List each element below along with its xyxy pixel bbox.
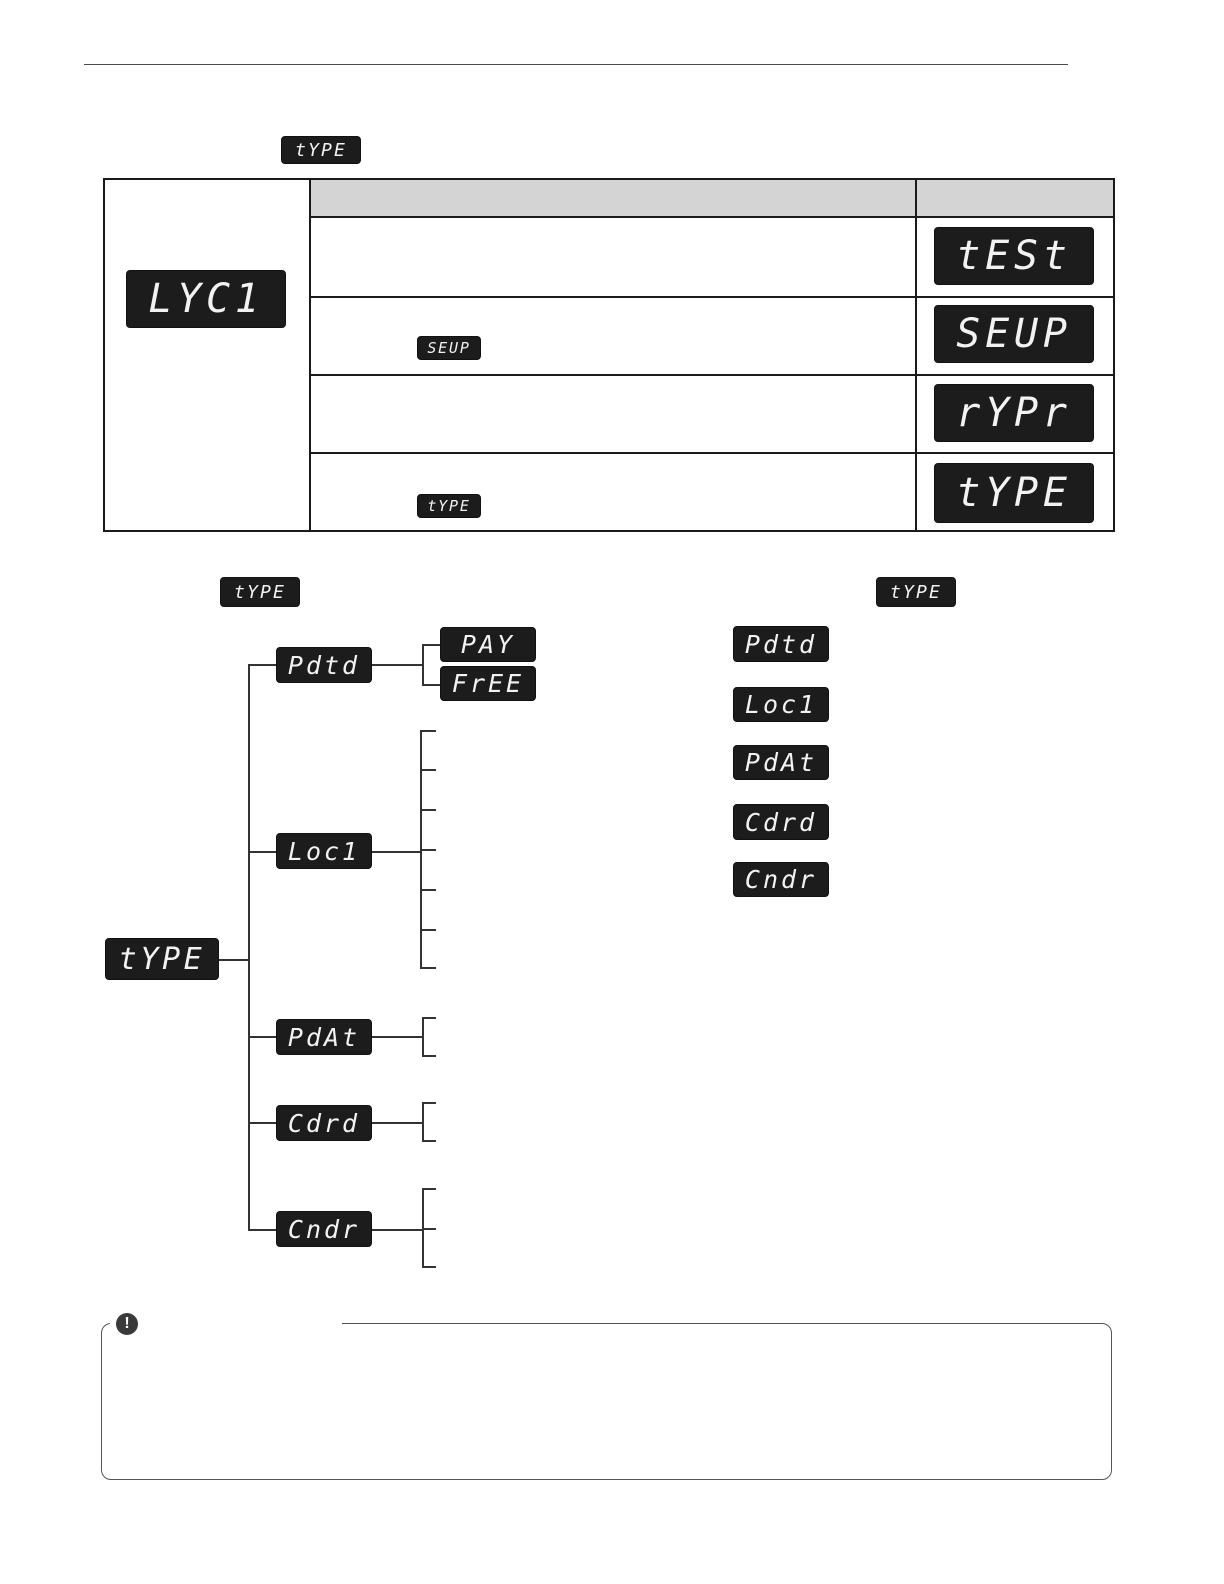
leaf-tick xyxy=(420,730,436,732)
inline-type-display: tYPE xyxy=(417,494,481,518)
header-type-display: tYPE xyxy=(281,136,361,164)
table-column-divider xyxy=(915,180,917,530)
mode-display-type: tYPE xyxy=(934,463,1094,523)
connector xyxy=(372,851,420,853)
leaf-tick xyxy=(420,769,436,771)
legend-item-cdrd: Cdrd xyxy=(733,804,829,840)
row-divider xyxy=(311,296,1113,298)
mode-display-ryp: rYPr xyxy=(934,384,1094,442)
leaf-tick xyxy=(420,929,436,931)
table-header xyxy=(311,180,1113,218)
current-mode-display: LYC1 xyxy=(126,270,286,328)
leaf-tick xyxy=(422,1017,436,1019)
leaf-tick xyxy=(422,1102,436,1104)
note-box xyxy=(101,1323,1112,1480)
connector xyxy=(372,1229,422,1231)
connector xyxy=(248,851,276,853)
child-free-display: FrEE xyxy=(440,666,536,701)
note-title-gap xyxy=(110,1318,342,1328)
leaf-tick xyxy=(422,1266,436,1268)
connector xyxy=(372,664,422,666)
leaf-tick xyxy=(422,1188,436,1190)
child-pay-display: PAY xyxy=(440,627,536,662)
trunk-line xyxy=(248,664,250,1230)
connector xyxy=(372,1036,422,1038)
leaf-tick xyxy=(422,1140,436,1142)
connector xyxy=(422,1017,424,1055)
legend-heading-display: tYPE xyxy=(876,577,956,607)
leaf-tick xyxy=(420,967,436,969)
row-divider xyxy=(311,452,1113,454)
connector xyxy=(422,644,440,646)
connector xyxy=(372,1122,422,1124)
tree-heading-display: tYPE xyxy=(220,577,300,607)
exclamation-icon: ! xyxy=(116,1313,138,1335)
legend-item-cndr: Cndr xyxy=(733,862,829,897)
connector xyxy=(248,1122,276,1124)
connector xyxy=(248,1036,276,1038)
legend-item-loc1: Loc1 xyxy=(733,687,829,722)
legend-item-pdat: PdAt xyxy=(733,745,829,780)
row-divider xyxy=(311,374,1113,376)
current-mode-cell xyxy=(105,180,311,530)
top-rule xyxy=(84,64,1068,65)
leaf-tick xyxy=(420,849,436,851)
connector xyxy=(219,959,248,961)
branch-pdtd-display: Pdtd xyxy=(276,647,372,683)
branch-cndr-display: Cndr xyxy=(276,1211,372,1247)
connector xyxy=(422,644,424,684)
branch-loc1-display: Loc1 xyxy=(276,833,372,869)
connector xyxy=(248,1229,276,1231)
branch-pdat-display: PdAt xyxy=(276,1019,372,1055)
mode-display-setup: SEUP xyxy=(934,305,1094,363)
leaf-tick xyxy=(422,1055,436,1057)
leaf-tick xyxy=(420,809,436,811)
legend-item-pdtd: Pdtd xyxy=(733,626,829,662)
tree-root-display: tYPE xyxy=(105,938,219,980)
connector xyxy=(248,664,276,666)
connector xyxy=(422,1102,424,1140)
leaf-tick xyxy=(422,1228,436,1230)
branch-cdrd-display: Cdrd xyxy=(276,1105,372,1141)
leaf-tick xyxy=(420,889,436,891)
connector xyxy=(422,684,440,686)
mode-display-test: tESt xyxy=(934,227,1094,285)
inline-setup-display: SEUP xyxy=(417,336,481,360)
